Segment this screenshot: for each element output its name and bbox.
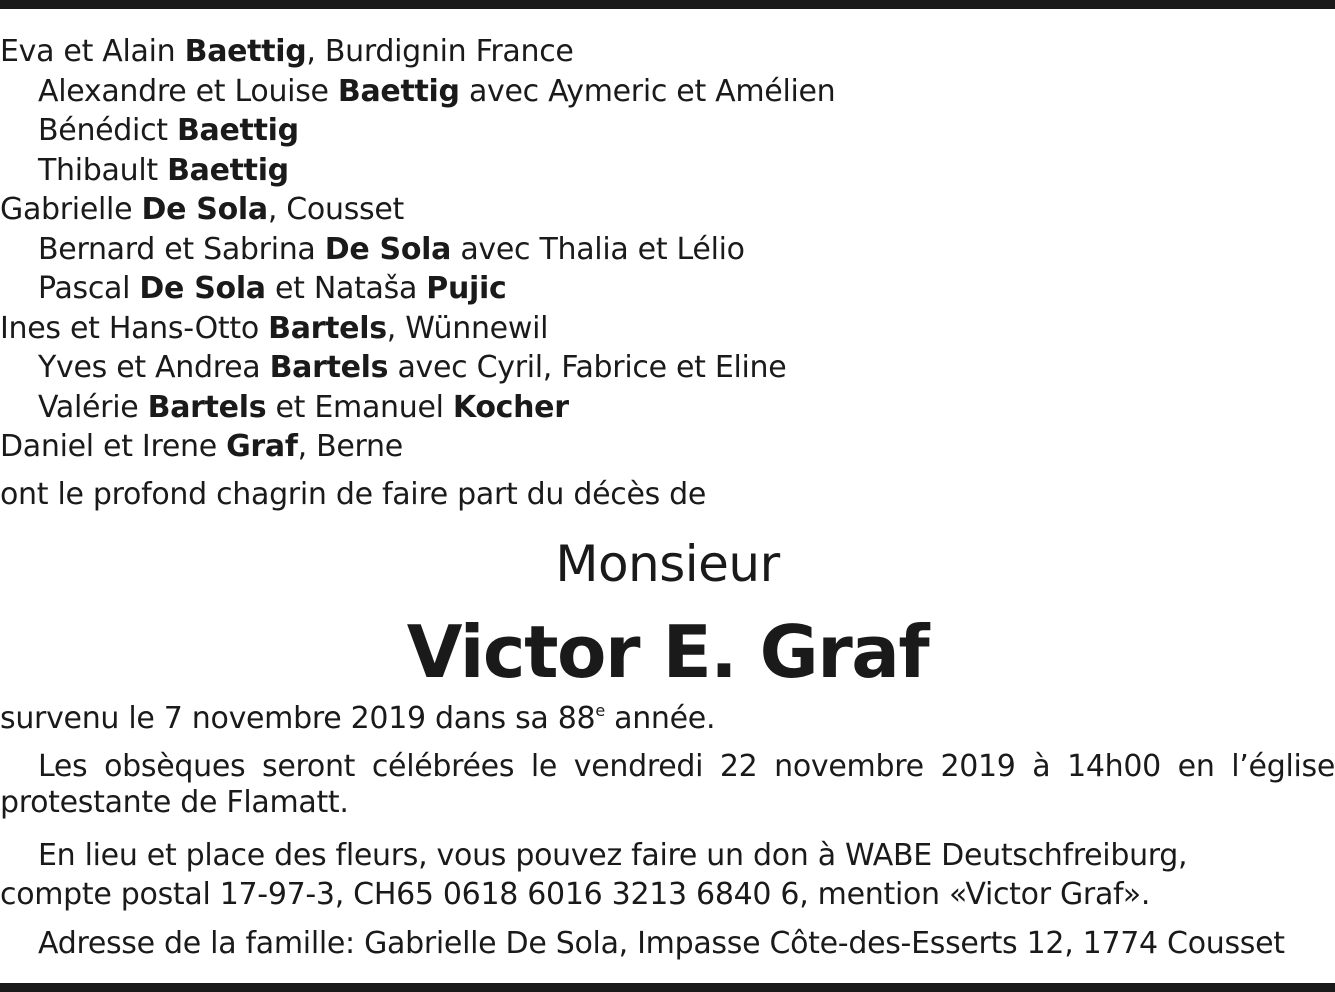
family-text: Daniel et Irene: [0, 429, 227, 464]
family-text: , Cousset: [267, 192, 404, 227]
funeral-paragraph: [0, 749, 1335, 821]
family-line: [38, 74, 835, 110]
family-line: [0, 34, 574, 70]
family-surname: Baettig: [176, 113, 299, 148]
title-monsieur: Monsieur: [555, 535, 780, 593]
family-surname: Kocher: [452, 389, 569, 425]
family-text: et Emanuel: [266, 389, 453, 425]
family-line: [38, 153, 289, 189]
family-text: , Berne: [297, 429, 403, 464]
family-surname: Bartels: [268, 310, 387, 346]
family-line: [38, 271, 506, 307]
family-surname: De Sola: [324, 231, 452, 267]
top-rule: [0, 0, 1335, 9]
family-surname: Pujic: [426, 271, 507, 306]
deceased-name: Victor E. Graf: [406, 610, 929, 694]
family-text: Thibault: [38, 152, 168, 188]
date-line-before: survenu le 7 novembre 2019 dans sa 88: [0, 701, 596, 736]
family-line: [38, 390, 569, 426]
family-surname: Baettig: [184, 34, 307, 69]
family-text: Eva et Alain: [0, 34, 185, 69]
family-text: Yves et Andrea: [38, 350, 270, 385]
family-text: Valérie: [38, 389, 148, 425]
family-surname: Baettig: [167, 152, 289, 188]
family-line: [0, 311, 548, 347]
family-text: Alexandre et Louise: [38, 73, 338, 109]
family-text: Pascal: [38, 271, 140, 306]
date-line-sup: e: [595, 701, 605, 720]
donation-line-2: compte postal 17-97-3, CH65 0618 6016 3213 6840 6, mention «Victor Graf».: [0, 877, 1151, 912]
family-line: [38, 232, 745, 268]
family-text: Bernard et Sabrina: [38, 231, 325, 267]
donation-line-1: En lieu et place des fleurs, vous pouvez faire un don à WABE Deutschfreiburg,: [38, 838, 1188, 873]
family-text: et Nataša: [265, 271, 427, 306]
family-text: , Wünnewil: [386, 310, 549, 346]
family-line: [38, 350, 786, 386]
family-surname: Graf: [226, 429, 298, 464]
family-text: , Burdignin France: [306, 34, 574, 69]
family-text: Ines et Hans-Otto: [0, 310, 269, 346]
family-line: [0, 192, 404, 228]
family-text: avec Thalia et Lélio: [451, 231, 745, 267]
family-surname: Bartels: [269, 350, 389, 385]
date-line: [0, 701, 715, 737]
family-line: [38, 113, 299, 149]
funeral-line-1: Les obsèques seront célébrées le vendredi 22 novembre 2019 à 14h00 en l’église: [38, 749, 1335, 784]
funeral-line-2: protestante de Flamatt.: [0, 785, 349, 820]
family-surname: Baettig: [337, 73, 460, 109]
family-surname: De Sola: [139, 271, 266, 306]
family-text: Gabrielle: [0, 192, 142, 227]
family-line: [0, 429, 403, 465]
address-line: Adresse de la famille: Gabrielle De Sola, Impasse Côte-des-Esserts 12, 1774 Cousset: [38, 926, 1285, 961]
bottom-rule: [0, 983, 1335, 992]
family-text: Bénédict: [38, 113, 177, 148]
family-surname: De Sola: [141, 192, 268, 227]
date-line-after: année.: [604, 701, 716, 736]
family-surname: Bartels: [147, 389, 267, 425]
announcement-text: ont le profond chagrin de faire part du décès de: [0, 477, 707, 512]
family-text: avec Aymeric et Amélien: [459, 73, 836, 109]
family-text: avec Cyril, Fabrice et Eline: [388, 350, 787, 385]
